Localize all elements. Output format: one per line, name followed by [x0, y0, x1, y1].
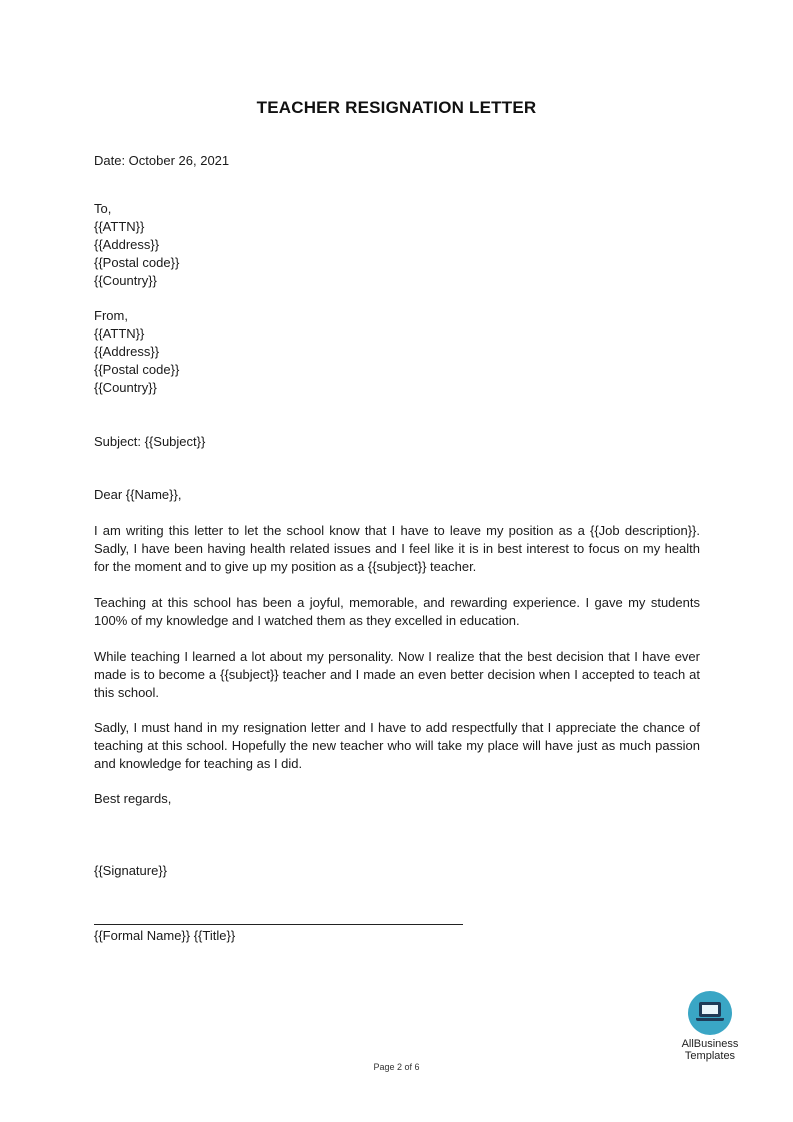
from-country: {{Country}} — [94, 380, 157, 395]
paragraph-2: Teaching at this school has been a joyful, memorable, and rewarding experience. I gave my students 100% of my knowledge and I watched them as they excelled in education. — [94, 595, 700, 628]
page-number: Page 2 of 6 — [373, 1062, 420, 1072]
from-label: From, — [94, 308, 128, 323]
from-attn: {{ATTN}} — [94, 326, 145, 341]
sender-address-block — [94, 307, 179, 397]
from-postal-code: {{Postal code}} — [94, 362, 180, 377]
logo-circle — [688, 991, 732, 1035]
document-title: TEACHER RESIGNATION LETTER — [256, 98, 537, 117]
to-postal-code: {{Postal code}} — [94, 255, 180, 270]
to-address: {{Address}} — [94, 237, 160, 252]
paragraph-4: Sadly, I must hand in my resignation letter and I have to add respectfully that I appreciate the chance of teaching at this school. Hopefully the new teacher who will take my place will have just as much passion and knowledge for teaching as I did. — [94, 720, 700, 771]
signature-line — [94, 924, 463, 925]
allbusiness-templates-logo — [672, 991, 748, 1062]
logo-text-line1: AllBusiness — [681, 1038, 739, 1050]
recipient-address-block — [94, 200, 179, 290]
laptop-icon — [699, 1002, 721, 1017]
signature-placeholder: {{Signature}} — [94, 863, 168, 878]
date-line: Date: October 26, 2021 — [94, 153, 230, 168]
to-attn: {{ATTN}} — [94, 219, 145, 234]
paragraph-3: While teaching I learned a lot about my personality. Now I realize that the best decision that I have ever made is to become a {{subject}} teacher and I made an even better decision when I accepted to teach at this school. — [94, 649, 700, 700]
greeting: Dear {{Name}}, — [94, 487, 182, 502]
to-country: {{Country}} — [94, 273, 157, 288]
formal-name: {{Formal Name}} {{Title}} — [94, 928, 236, 943]
logo-text-line2: Templates — [684, 1050, 736, 1062]
to-label: To, — [94, 201, 112, 216]
closing: Best regards, — [94, 791, 172, 806]
subject-line: Subject: {{Subject}} — [94, 434, 206, 449]
from-address: {{Address}} — [94, 344, 160, 359]
paragraph-1: I am writing this letter to let the school know that I have to leave my position as a {{Job description}}. Sadly, I have been having health related issues and I feel like it is in best interest to focus on my health for the moment and to give up my position as a {{subject}} teacher. — [94, 523, 700, 574]
